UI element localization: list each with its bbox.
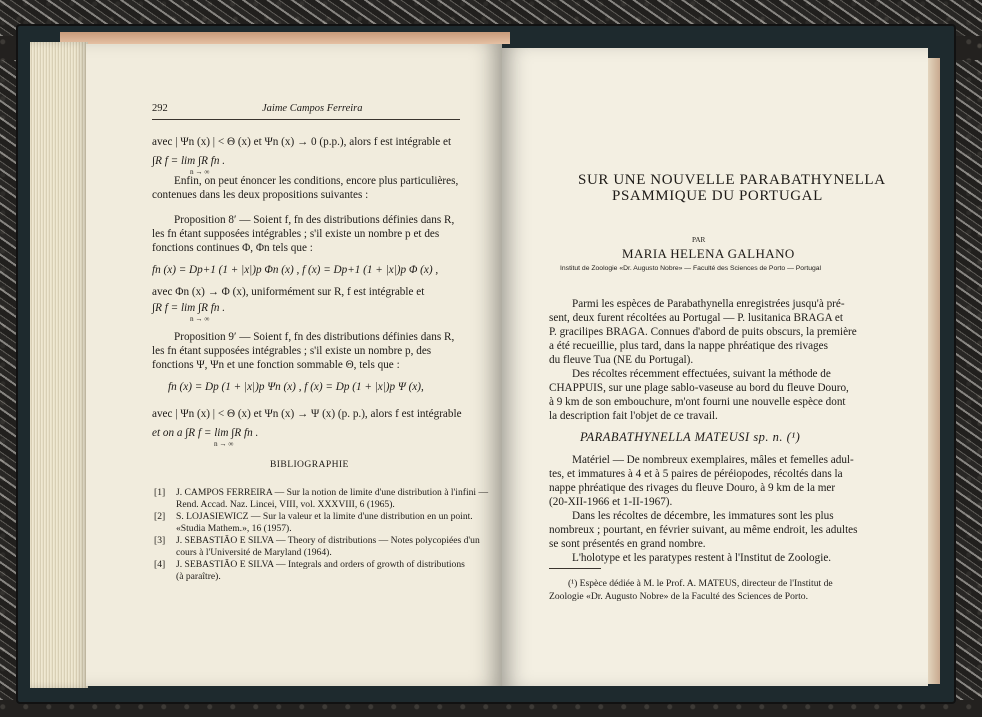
bibliography-heading: BIBLIOGRAPHIE bbox=[270, 459, 349, 470]
text-line: nombreux ; pourtant, en février suivant, au même endroit, les adultes bbox=[549, 524, 858, 536]
ref-number: [3] bbox=[154, 535, 166, 546]
text-line: Des récoltes récemment effectuées, suivant la méthode de bbox=[572, 368, 831, 380]
ref-line: S. LOJASIEWICZ — Sur la valeur et la limite d'une distribution en un point. bbox=[176, 511, 473, 522]
text-line: les fn étant supposées intégrables ; s'il existe un nombre p et des bbox=[152, 228, 440, 240]
text-line: CHAPPUIS, sur une plage sablo-vaseuse au bord du fleuve Douro, bbox=[549, 382, 849, 394]
ref-line: «Studia Mathem.», 16 (1957). bbox=[176, 523, 292, 534]
text-line: P. gracilipes BRAGA. Connues d'abord de puits obscurs, la première bbox=[549, 326, 857, 338]
proposition-8: Proposition 8′ — Soient f, fn des distributions définies dans R, bbox=[174, 214, 455, 226]
text-line: du fleuve Tua (NE du Portugal). bbox=[549, 354, 694, 366]
text-line: avec | Ψn (x) | < Θ (x) et Ψn (x) → 0 (p.p.), alors f est intégrable et bbox=[152, 136, 452, 148]
article-title-line2: PSAMMIQUE DU PORTUGAL bbox=[612, 188, 823, 204]
ref-line: J. SEBASTIÃO E SILVA — Integrals and orders of growth of distributions bbox=[176, 559, 465, 570]
ref-number: [2] bbox=[154, 511, 166, 522]
text-line: nappe phréatique des rivages du fleuve Douro, à 9 km de la mer bbox=[549, 482, 836, 494]
text-line: avec Φn (x) → Φ (x), uniformément sur R, f est intégrable et bbox=[152, 286, 425, 298]
text-line: contenues dans les deux propositions suivantes : bbox=[152, 189, 369, 201]
text-line: Parmi les espèces de Parabathynella enregistrées jusqu'à pré- bbox=[572, 298, 845, 310]
affiliation: Institut de Zoologie «Dr. Augusto Nobre» — Faculté des Sciences de Porto — Portugal bbox=[560, 265, 822, 272]
page-edge-stack bbox=[30, 42, 88, 688]
right-page-edge bbox=[926, 58, 940, 684]
header-rule bbox=[152, 119, 460, 120]
page-number: 292 bbox=[152, 103, 168, 114]
author-name: MARIA HELENA GALHANO bbox=[622, 246, 795, 261]
footnote-line: Zoologie «Dr. Augusto Nobre» de la Faculté des Sciences de Porto. bbox=[549, 591, 808, 602]
proposition-9: Proposition 9′ — Soient f, fn des distributions définies dans R, bbox=[174, 331, 455, 343]
footnote-rule bbox=[549, 568, 601, 569]
math-line: ∫R f = lim ∫R fn . bbox=[152, 302, 226, 314]
ref-line: J. CAMPOS FERREIRA — Sur la notion de limite d'une distribution à l'infini — bbox=[176, 487, 489, 498]
text-line: fonctions continues Φ, Φn tels que : bbox=[152, 242, 313, 254]
formula: fn (x) = Dp+1 (1 + |x|)p Φn (x) , f (x) = Dp+1 (1 + |x|)p Φ (x) , bbox=[152, 264, 439, 276]
text-line: Dans les récoltes de décembre, les immatures sont les plus bbox=[572, 510, 834, 522]
formula: fn (x) = Dp (1 + |x|)p Ψn (x) , f (x) = Dp (1 + |x|)p Ψ (x), bbox=[168, 381, 424, 393]
text-line: sent, deux furent récoltées au Portugal — P. lusitanica BRAGA et bbox=[549, 312, 843, 324]
species-heading: PARABATHYNELLA MATEUSI sp. n. (¹) bbox=[580, 430, 801, 444]
limit-subscript: n → ∞ bbox=[190, 315, 210, 323]
ref-number: [4] bbox=[154, 559, 166, 570]
ref-number: [1] bbox=[154, 487, 166, 498]
text-line: à 9 km de son embouchure, m'ont fourni une nouvelle espèce dont bbox=[549, 396, 846, 408]
text-line: la description fait l'objet de ce travail. bbox=[549, 410, 718, 422]
ref-line: cours à l'Université de Maryland (1964). bbox=[176, 547, 332, 558]
page-top-edge bbox=[60, 32, 510, 44]
limit-subscript: n → ∞ bbox=[190, 168, 210, 176]
text-line: avec | Ψn (x) | < Θ (x) et Ψn (x) → Ψ (x) (p. p.), alors f est intégrable bbox=[152, 408, 462, 420]
text-line: les fn étant supposées intégrables ; s'il existe un nombre p, des bbox=[152, 345, 432, 357]
text-line: a été recueillie, plus tard, dans la nappe phréatique des rivages bbox=[549, 340, 828, 352]
ref-line: J. SEBASTIÃO E SILVA — Theory of distributions — Notes polycopiées d'un bbox=[176, 535, 480, 546]
text-line: Enfin, on peut énoncer les conditions, encore plus particulières, bbox=[174, 175, 459, 187]
math-line: ∫R f = lim ∫R fn . bbox=[152, 155, 226, 167]
text-line: (20-XII-1966 et 1-II-1967). bbox=[549, 496, 673, 508]
limit-subscript: n → ∞ bbox=[214, 440, 234, 448]
by-label: PAR bbox=[692, 236, 706, 244]
ref-line: (à paraître). bbox=[176, 571, 221, 582]
footnote-line: (¹) Espèce dédiée à M. le Prof. A. MATEUS, directeur de l'Institut de bbox=[568, 578, 833, 589]
running-head: Jaime Campos Ferreira bbox=[262, 103, 363, 114]
ref-line: Rend. Accad. Naz. Lincei, VIII, vol. XXXVIII, 6 (1965). bbox=[176, 499, 395, 510]
text-line: Matériel — De nombreux exemplaires, mâles et femelles adul- bbox=[572, 454, 854, 466]
text-line: fonctions Ψ, Ψn et une fonction sommable Θ, tels que : bbox=[152, 359, 400, 371]
text-line: tes, et immatures à 4 et à 5 paires de péréiopodes, récoltés dans la bbox=[549, 468, 843, 480]
article-title: SUR UNE NOUVELLE PARABATHYNELLA bbox=[578, 172, 886, 188]
math-line: et on a ∫R f = lim ∫R fn . bbox=[152, 427, 259, 439]
text-line: L'holotype et les paratypes restent à l'Institut de Zoologie. bbox=[572, 552, 832, 564]
text-line: se sont présentés en grand nombre. bbox=[549, 538, 706, 550]
